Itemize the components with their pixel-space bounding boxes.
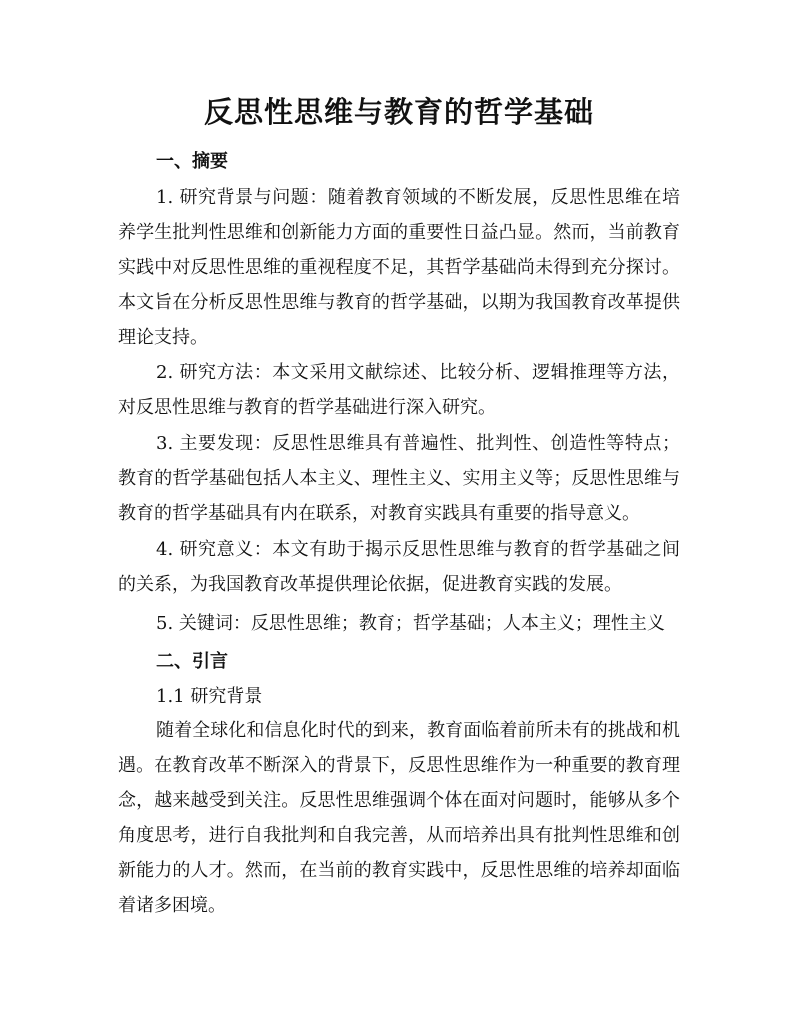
abstract-item-1: 1. 研究背景与问题：随着教育领域的不断发展，反思性思维在培养学生批判性思维和创新能力方面的重要性日益凸显。然而，当前教育实践中对反思性思维的重视程度不足，其哲学基础尚未得到充分探讨。本文旨在分析反思性思维与教育的哲学基础，以期为我国教育改革提供理论支持。 <box>118 187 680 348</box>
abstract-item-3: 3. 主要发现：反思性思维具有普遍性、批判性、创造性等特点；教育的哲学基础包括人本主义、理性主义、实用主义等；反思性思维与教育的哲学基础具有内在联系，对教育实践具有重要的指导意义。 <box>118 433 680 524</box>
section-heading-introduction: 二、引言 <box>156 651 228 672</box>
abstract-item-5: 5. 关键词：反思性思维；教育；哲学基础；人本主义；理性主义 <box>156 613 665 634</box>
abstract-item-2: 2. 研究方法：本文采用文献综述、比较分析、逻辑推理等方法，对反思性思维与教育的哲学基础进行深入研究。 <box>118 362 680 418</box>
document-title: 反思性思维与教育的哲学基础 <box>203 95 594 129</box>
abstract-item-4: 4. 研究意义：本文有助于揭示反思性思维与教育的哲学基础之间的关系，为我国教育改革提供理论依据，促进教育实践的发展。 <box>118 539 680 595</box>
subsection-heading-background: 1.1 研究背景 <box>156 686 263 707</box>
introduction-paragraph: 随着全球化和信息化时代的到来，教育面临着前所未有的挑战和机遇。在教育改革不断深入的背景下，反思性思维作为一种重要的教育理念，越来越受到关注。反思性思维强调个体在面对问题时，能够从多个角度思考，进行自我批判和自我完善，从而培养出具有批判性思维和创新能力的人才。然而，在当前的教育实践中，反思性思维的培养却面临着诸多困境。 <box>118 720 680 916</box>
document-page <box>118 0 680 1035</box>
section-heading-abstract: 一、摘要 <box>156 151 228 172</box>
